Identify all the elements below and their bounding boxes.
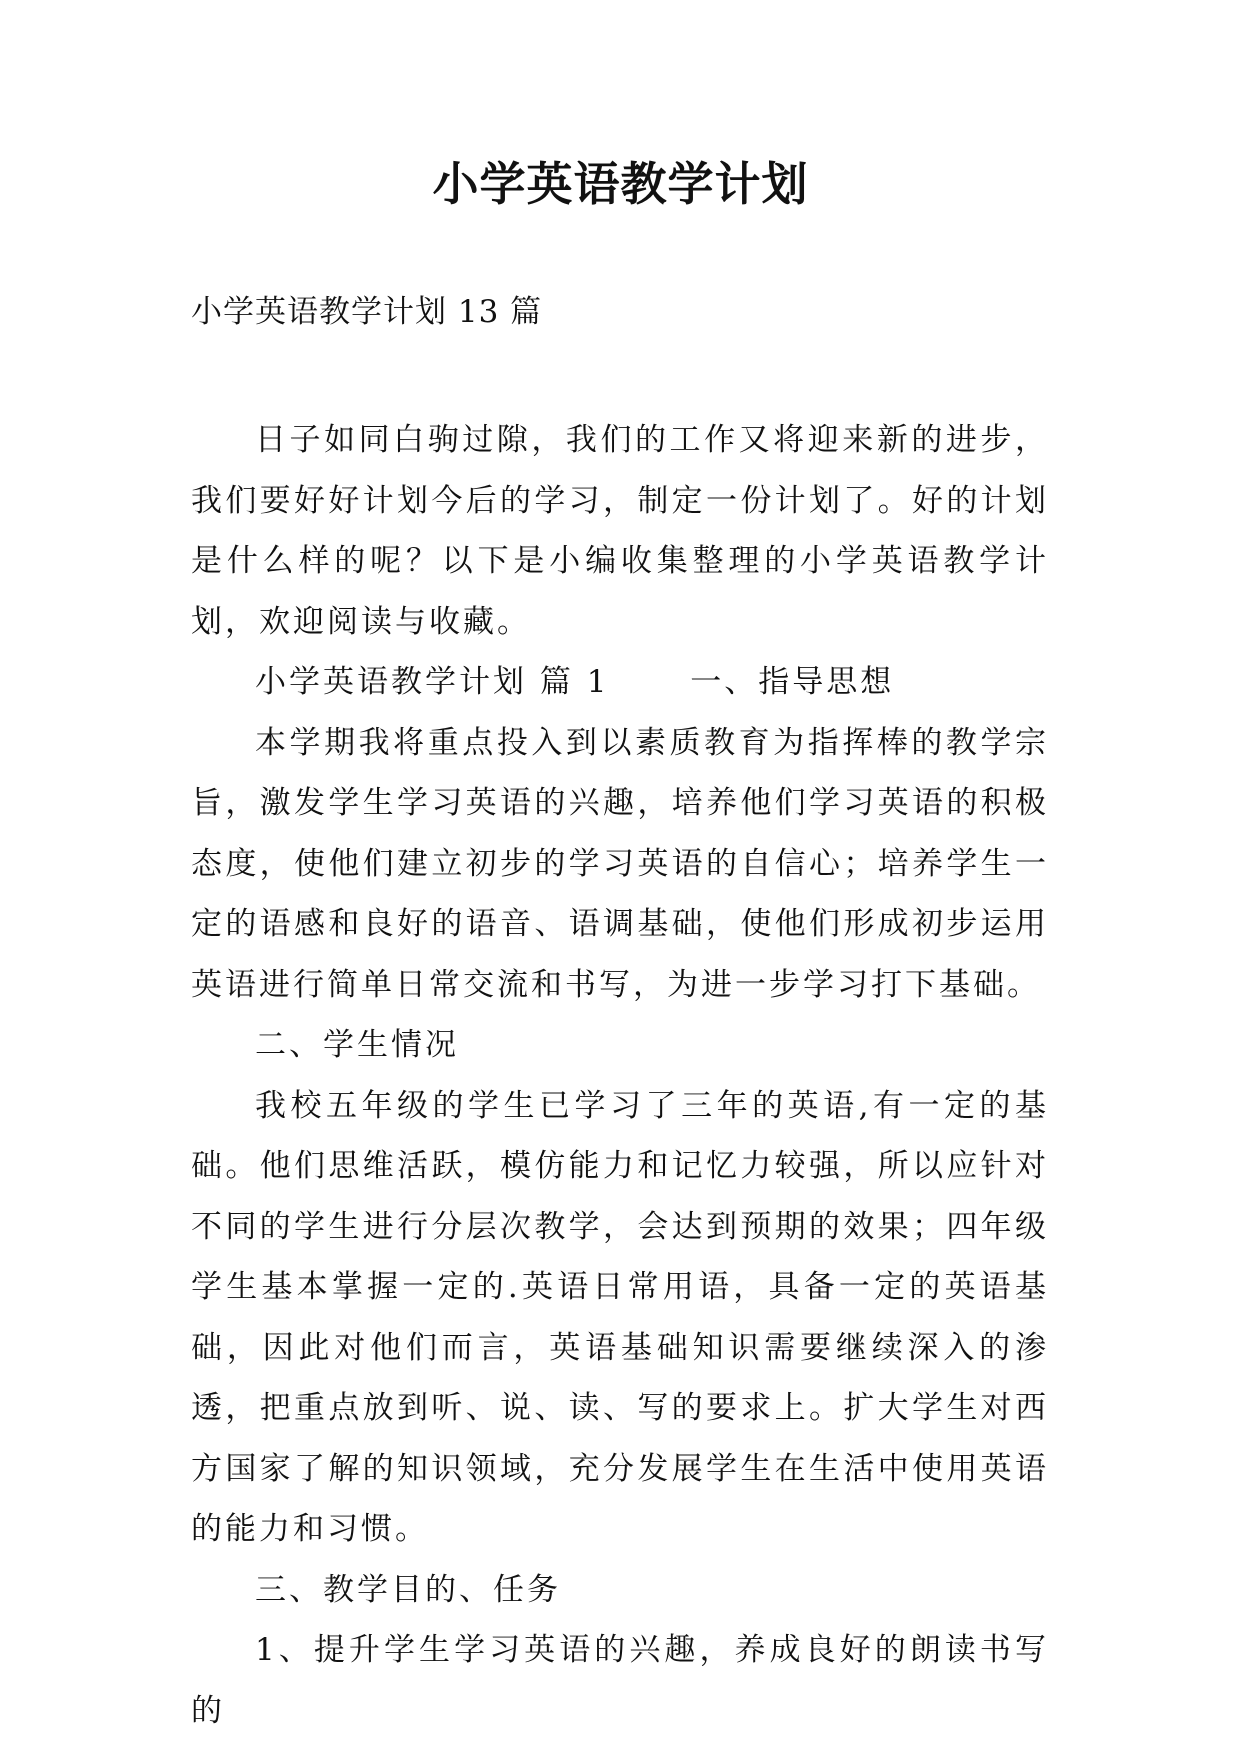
body-paragraph-student-situation: 我校五年级的学生已学习了三年的英语,有一定的基础。他们思维活跃，模仿能力和记忆力较强，所以应针对不同的学生进行分层次教学，会达到预期的效果；四年级学生基本掌握一定的.英语日常用语，具备一定的英语基础，因此对他们而言，英语基础知识需要继续深入的渗透，把重点放到听、说、读、写的要求上。扩大学生对西方国家了解的知识领域，充分发展学生在生活中使用英语的能力和习惯。 — [191, 1087, 1049, 1547]
body-paragraph-guiding-idea: 本学期我将重点投入到以素质教育为指挥棒的教学宗旨，激发学生学习英语的兴趣，培养他们学习英语的积极态度，使他们建立初步的学习英语的自信心；培养学生一定的语感和良好的语音、语调基础，使他们形成初步运用英语进行简单日常交流和书写，为进一步学习打下基础。 — [191, 724, 1049, 1003]
document-title: 小学英语教学计划 — [432, 157, 809, 211]
body-paragraph-teaching-goals: 1、提升学生学习英语的兴趣，养成良好的朗读书写的 — [191, 1632, 1049, 1729]
section-heading-teaching-goals: 三、教学目的、任务 — [255, 1571, 561, 1608]
section-heading-guiding-idea: 小学英语教学计划 篇 1 一、指导思想 — [255, 664, 895, 700]
document-subtitle: 小学英语教学计划 13 篇 — [191, 294, 543, 330]
document-body — [191, 410, 1049, 1741]
intro-paragraph: 日子如同白驹过隙，我们的工作又将迎来新的进步，我们要好好计划今后的学习，制定一份计划了。好的计划是什么样的呢？以下是小编收集整理的小学英语教学计划，欢迎阅读与收藏。 — [191, 422, 1049, 640]
section-heading-student-situation: 二、学生情况 — [255, 1027, 459, 1063]
